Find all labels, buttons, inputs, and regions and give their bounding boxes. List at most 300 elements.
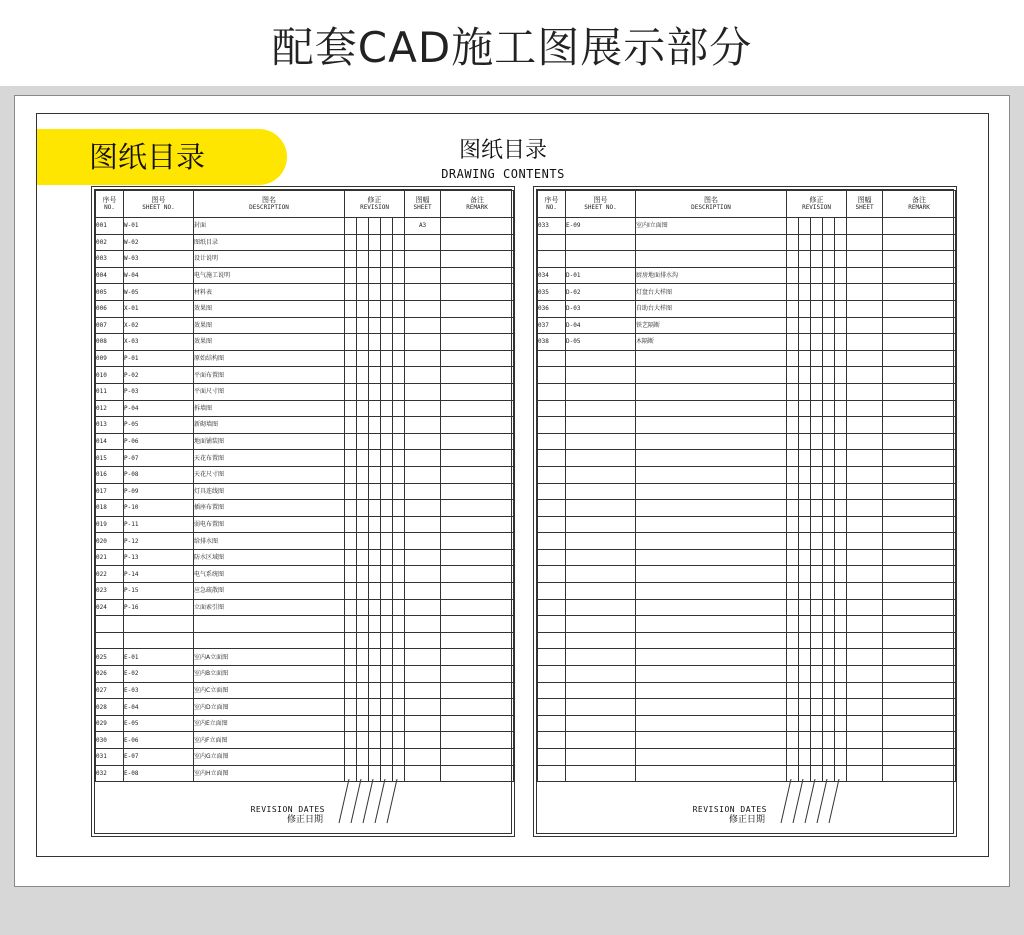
- row-sheet-size: [847, 433, 883, 450]
- row-revision-cell: [357, 500, 369, 517]
- row-sheet-no: [566, 666, 636, 683]
- row-revision-cell: [345, 300, 357, 317]
- row-sheet-size: [847, 267, 883, 284]
- page-title: 配套CAD施工图展示部分: [271, 23, 753, 72]
- row-remark: [441, 666, 514, 683]
- row-sheet-size: [405, 466, 441, 483]
- row-sheet-size: [847, 666, 883, 683]
- table-row: [96, 682, 514, 699]
- row-sheet-no: [566, 400, 636, 417]
- row-sheet-no: P-08: [124, 466, 194, 483]
- row-revision-cell: [381, 599, 393, 616]
- row-revision-cell: [835, 616, 847, 633]
- row-description: 效果图: [194, 334, 345, 351]
- row-revision-cell: [381, 334, 393, 351]
- row-revision-cell: [393, 300, 405, 317]
- revision-dates-cn: 修正日期: [286, 815, 323, 825]
- row-sheet-no: X-03: [124, 334, 194, 351]
- row-remark: [441, 516, 514, 533]
- row-revision-cell: [799, 433, 811, 450]
- row-revision-cell: [357, 715, 369, 732]
- row-remark: [883, 284, 956, 301]
- row-sheet-size: [405, 732, 441, 749]
- row-sheet-size: [847, 732, 883, 749]
- row-revision-cell: [369, 367, 381, 384]
- row-sheet-size: [405, 367, 441, 384]
- row-revision-cell: [357, 334, 369, 351]
- contents-panel-left: [91, 186, 515, 837]
- row-sheet-size: [405, 234, 441, 251]
- row-revision-cell: [835, 500, 847, 517]
- row-sheet-size: [405, 566, 441, 583]
- row-revision-cell: [393, 500, 405, 517]
- row-revision-cell: [345, 234, 357, 251]
- row-description: 室内I立面图: [636, 218, 787, 235]
- row-revision-cell: [811, 334, 823, 351]
- row-revision-cell: [345, 483, 357, 500]
- row-revision-cell: [787, 234, 799, 251]
- row-sheet-no: P-05: [124, 417, 194, 434]
- row-revision-cell: [811, 649, 823, 666]
- row-sheet-size: [847, 334, 883, 351]
- row-revision-cell: [799, 483, 811, 500]
- table-row: [538, 533, 956, 550]
- table-row: [96, 218, 514, 235]
- table-row: [538, 749, 956, 766]
- row-revision-cell: [369, 666, 381, 683]
- row-description: 新砌墙图: [194, 417, 345, 434]
- row-sheet-no: E-01: [124, 649, 194, 666]
- row-revision-cell: [799, 417, 811, 434]
- row-revision-cell: [787, 566, 799, 583]
- row-revision-cell: [393, 699, 405, 716]
- row-revision-cell: [835, 732, 847, 749]
- row-revision-cell: [345, 500, 357, 517]
- row-sheet-no: [566, 417, 636, 434]
- row-description: 室内F立面图: [194, 732, 345, 749]
- row-revision-cell: [369, 533, 381, 550]
- row-number: 029: [96, 715, 124, 732]
- row-sheet-no: P-04: [124, 400, 194, 417]
- row-sheet-no: [566, 367, 636, 384]
- row-revision-cell: [799, 234, 811, 251]
- row-remark: [441, 433, 514, 450]
- row-description: 电气系统图: [194, 566, 345, 583]
- revision-slash-lines: [779, 779, 851, 833]
- row-number: 011: [96, 383, 124, 400]
- row-sheet-no: [566, 533, 636, 550]
- row-description: [636, 649, 787, 666]
- row-revision-cell: [823, 317, 835, 334]
- row-revision-cell: [357, 632, 369, 649]
- row-description: [636, 417, 787, 434]
- row-number: [538, 500, 566, 517]
- row-sheet-no: X-01: [124, 300, 194, 317]
- row-revision-cell: [345, 367, 357, 384]
- row-sheet-no: [566, 350, 636, 367]
- row-number: 001: [96, 218, 124, 235]
- row-sheet-size: [405, 666, 441, 683]
- row-revision-cell: [823, 699, 835, 716]
- row-revision-cell: [393, 682, 405, 699]
- row-revision-cell: [787, 749, 799, 766]
- row-revision-cell: [835, 549, 847, 566]
- row-remark: [883, 699, 956, 716]
- row-revision-cell: [369, 599, 381, 616]
- row-revision-cell: [369, 466, 381, 483]
- row-revision-cell: [381, 383, 393, 400]
- row-revision-cell: [811, 466, 823, 483]
- row-number: [538, 599, 566, 616]
- revision-dates-en: REVISION DATES: [692, 805, 767, 814]
- row-number: 023: [96, 583, 124, 600]
- row-revision-cell: [369, 483, 381, 500]
- row-revision-cell: [393, 433, 405, 450]
- row-revision-cell: [369, 284, 381, 301]
- table-row: [538, 500, 956, 517]
- row-sheet-size: A3: [405, 218, 441, 235]
- row-description: [636, 666, 787, 683]
- row-sheet-no: [124, 632, 194, 649]
- row-revision-cell: [811, 234, 823, 251]
- row-revision-cell: [811, 400, 823, 417]
- row-sheet-no: E-05: [124, 715, 194, 732]
- row-number: 018: [96, 500, 124, 517]
- row-revision-cell: [393, 251, 405, 268]
- row-sheet-no: [566, 234, 636, 251]
- table-row: [96, 516, 514, 533]
- row-revision-cell: [381, 251, 393, 268]
- row-revision-cell: [381, 732, 393, 749]
- row-revision-cell: [799, 583, 811, 600]
- row-description: [636, 583, 787, 600]
- row-sheet-no: D-04: [566, 317, 636, 334]
- row-revision-cell: [811, 632, 823, 649]
- row-revision-cell: [835, 284, 847, 301]
- row-number: 002: [96, 234, 124, 251]
- row-revision-cell: [345, 350, 357, 367]
- row-revision-cell: [369, 251, 381, 268]
- row-revision-cell: [381, 616, 393, 633]
- row-revision-cell: [369, 400, 381, 417]
- row-revision-cell: [823, 300, 835, 317]
- row-revision-cell: [811, 566, 823, 583]
- row-description: [636, 699, 787, 716]
- row-sheet-size: [405, 417, 441, 434]
- contents-table-left: [95, 190, 514, 782]
- table-row: [538, 234, 956, 251]
- row-sheet-size: [847, 251, 883, 268]
- row-sheet-no: [566, 450, 636, 467]
- row-revision-cell: [799, 400, 811, 417]
- row-revision-cell: [381, 682, 393, 699]
- row-description: 拆墙图: [194, 400, 345, 417]
- row-revision-cell: [345, 666, 357, 683]
- row-revision-cell: [345, 251, 357, 268]
- row-sheet-size: [405, 383, 441, 400]
- row-revision-cell: [823, 367, 835, 384]
- row-description: [636, 632, 787, 649]
- row-sheet-no: [566, 466, 636, 483]
- row-revision-cell: [835, 300, 847, 317]
- row-sheet-size: [405, 616, 441, 633]
- row-revision-cell: [381, 466, 393, 483]
- contents-body-right: [538, 218, 956, 782]
- row-revision-cell: [357, 466, 369, 483]
- row-description: [636, 234, 787, 251]
- row-description: 平面布置图: [194, 367, 345, 384]
- row-sheet-no: W-03: [124, 251, 194, 268]
- row-remark: [441, 218, 514, 235]
- row-remark: [883, 583, 956, 600]
- table-row: [538, 682, 956, 699]
- col-desc-header: 图名 DESCRIPTION: [636, 191, 787, 218]
- row-sheet-size: [847, 616, 883, 633]
- row-revision-cell: [381, 666, 393, 683]
- row-revision-cell: [393, 749, 405, 766]
- row-sheet-size: [405, 533, 441, 550]
- row-revision-cell: [835, 417, 847, 434]
- row-remark: [883, 500, 956, 517]
- row-revision-cell: [369, 699, 381, 716]
- col-no-header: 序号 NO.: [96, 191, 124, 218]
- row-revision-cell: [381, 632, 393, 649]
- row-revision-cell: [393, 583, 405, 600]
- row-revision-cell: [369, 350, 381, 367]
- row-revision-cell: [811, 583, 823, 600]
- row-revision-cell: [345, 267, 357, 284]
- row-revision-cell: [393, 632, 405, 649]
- row-revision-cell: [799, 516, 811, 533]
- row-revision-cell: [345, 533, 357, 550]
- row-remark: [441, 500, 514, 517]
- row-remark: [441, 549, 514, 566]
- row-revision-cell: [357, 583, 369, 600]
- revision-dates-footer: [95, 779, 513, 833]
- row-revision-cell: [345, 632, 357, 649]
- row-revision-cell: [357, 566, 369, 583]
- row-sheet-no: P-01: [124, 350, 194, 367]
- row-sheet-size: [405, 450, 441, 467]
- row-description: 效果图: [194, 317, 345, 334]
- row-number: 014: [96, 433, 124, 450]
- row-revision-cell: [835, 433, 847, 450]
- row-sheet-size: [847, 234, 883, 251]
- row-revision-cell: [835, 466, 847, 483]
- row-description: 立面索引图: [194, 599, 345, 616]
- row-revision-cell: [835, 599, 847, 616]
- row-description: [636, 732, 787, 749]
- row-sheet-size: [405, 583, 441, 600]
- row-revision-cell: [345, 400, 357, 417]
- row-revision-cell: [811, 549, 823, 566]
- row-sheet-no: [566, 749, 636, 766]
- table-row: [538, 284, 956, 301]
- row-revision-cell: [823, 599, 835, 616]
- row-revision-cell: [393, 466, 405, 483]
- row-description: [636, 350, 787, 367]
- row-revision-cell: [799, 466, 811, 483]
- col-sheetno-header: 图号 SHEET NO.: [566, 191, 636, 218]
- row-sheet-size: [405, 549, 441, 566]
- row-sheet-no: E-04: [124, 699, 194, 716]
- row-revision-cell: [381, 400, 393, 417]
- row-number: [538, 732, 566, 749]
- row-number: [538, 383, 566, 400]
- table-row: [96, 699, 514, 716]
- row-description: 给排水图: [194, 533, 345, 550]
- row-description: 图纸目录: [194, 234, 345, 251]
- row-description: [636, 450, 787, 467]
- row-revision-cell: [835, 749, 847, 766]
- col-no-header: 序号 NO.: [538, 191, 566, 218]
- revision-dates-en: REVISION DATES: [250, 805, 325, 814]
- row-remark: [441, 284, 514, 301]
- row-revision-cell: [357, 616, 369, 633]
- row-revision-cell: [835, 218, 847, 235]
- row-revision-cell: [811, 267, 823, 284]
- row-revision-cell: [799, 616, 811, 633]
- row-revision-cell: [393, 649, 405, 666]
- row-description: 效果图: [194, 300, 345, 317]
- row-revision-cell: [835, 583, 847, 600]
- row-number: 027: [96, 682, 124, 699]
- row-revision-cell: [811, 433, 823, 450]
- row-number: 006: [96, 300, 124, 317]
- row-sheet-size: [405, 500, 441, 517]
- table-row: [96, 549, 514, 566]
- table-row: [96, 500, 514, 517]
- row-revision-cell: [799, 367, 811, 384]
- row-sheet-no: P-16: [124, 599, 194, 616]
- row-revision-cell: [381, 533, 393, 550]
- row-revision-cell: [835, 383, 847, 400]
- row-number: 034: [538, 267, 566, 284]
- row-revision-cell: [787, 632, 799, 649]
- row-remark: [441, 383, 514, 400]
- row-revision-cell: [369, 682, 381, 699]
- row-description: 自助台大样图: [636, 300, 787, 317]
- contents-panel-right: [533, 186, 957, 837]
- row-sheet-no: [566, 549, 636, 566]
- row-remark: [441, 367, 514, 384]
- table-row: [538, 400, 956, 417]
- row-revision-cell: [393, 334, 405, 351]
- row-revision-cell: [787, 383, 799, 400]
- row-sheet-no: E-06: [124, 732, 194, 749]
- row-remark: [883, 334, 956, 351]
- row-sheet-no: E-07: [124, 749, 194, 766]
- row-sheet-no: [566, 699, 636, 716]
- table-row: [538, 566, 956, 583]
- col-desc-header: 图名 DESCRIPTION: [194, 191, 345, 218]
- row-number: [538, 699, 566, 716]
- row-remark: [441, 334, 514, 351]
- row-revision-cell: [835, 632, 847, 649]
- table-row: [96, 632, 514, 649]
- row-sheet-no: X-02: [124, 317, 194, 334]
- row-number: 028: [96, 699, 124, 716]
- row-number: [538, 749, 566, 766]
- col-revision-header: 修正 REVISION: [787, 191, 847, 218]
- row-revision-cell: [787, 583, 799, 600]
- row-revision-cell: [357, 284, 369, 301]
- col-remark-header: 备注 REMARK: [441, 191, 514, 218]
- col-size-header: 图幅 SHEET: [847, 191, 883, 218]
- row-revision-cell: [799, 218, 811, 235]
- row-revision-cell: [345, 616, 357, 633]
- table-row: [96, 334, 514, 351]
- row-revision-cell: [369, 300, 381, 317]
- table-row: [538, 350, 956, 367]
- row-sheet-no: [566, 649, 636, 666]
- row-number: [538, 533, 566, 550]
- row-revision-cell: [823, 583, 835, 600]
- row-description: 室内A立面图: [194, 649, 345, 666]
- row-description: 灯具连线图: [194, 483, 345, 500]
- row-number: 017: [96, 483, 124, 500]
- revision-dates-footer: [537, 779, 955, 833]
- table-row: [538, 616, 956, 633]
- row-revision-cell: [369, 417, 381, 434]
- row-sheet-no: D-03: [566, 300, 636, 317]
- row-revision-cell: [357, 383, 369, 400]
- row-revision-cell: [823, 749, 835, 766]
- table-row: [538, 483, 956, 500]
- row-revision-cell: [835, 533, 847, 550]
- row-number: [538, 466, 566, 483]
- row-number: [538, 367, 566, 384]
- row-revision-cell: [393, 516, 405, 533]
- row-revision-cell: [787, 549, 799, 566]
- row-revision-cell: [381, 699, 393, 716]
- row-revision-cell: [357, 317, 369, 334]
- row-revision-cell: [345, 383, 357, 400]
- row-revision-cell: [381, 749, 393, 766]
- row-revision-cell: [811, 666, 823, 683]
- row-revision-cell: [787, 666, 799, 683]
- row-sheet-no: D-05: [566, 334, 636, 351]
- row-number: 024: [96, 599, 124, 616]
- table-row: [96, 234, 514, 251]
- row-remark: [883, 483, 956, 500]
- row-number: [538, 649, 566, 666]
- row-sheet-no: W-05: [124, 284, 194, 301]
- row-revision-cell: [357, 682, 369, 699]
- row-sheet-size: [847, 682, 883, 699]
- table-row: [538, 732, 956, 749]
- table-row: [538, 632, 956, 649]
- row-sheet-no: [566, 433, 636, 450]
- row-revision-cell: [835, 516, 847, 533]
- row-revision-cell: [381, 317, 393, 334]
- table-row: [96, 417, 514, 434]
- row-remark: [883, 267, 956, 284]
- contents-table-right: [537, 190, 956, 782]
- row-revision-cell: [357, 699, 369, 716]
- row-revision-cell: [357, 367, 369, 384]
- row-revision-cell: [787, 699, 799, 716]
- row-number: [538, 666, 566, 683]
- table-row: [538, 599, 956, 616]
- row-revision-cell: [381, 267, 393, 284]
- table-row: [538, 383, 956, 400]
- row-remark: [441, 732, 514, 749]
- table-row: [96, 483, 514, 500]
- row-revision-cell: [823, 732, 835, 749]
- row-revision-cell: [357, 749, 369, 766]
- row-revision-cell: [799, 682, 811, 699]
